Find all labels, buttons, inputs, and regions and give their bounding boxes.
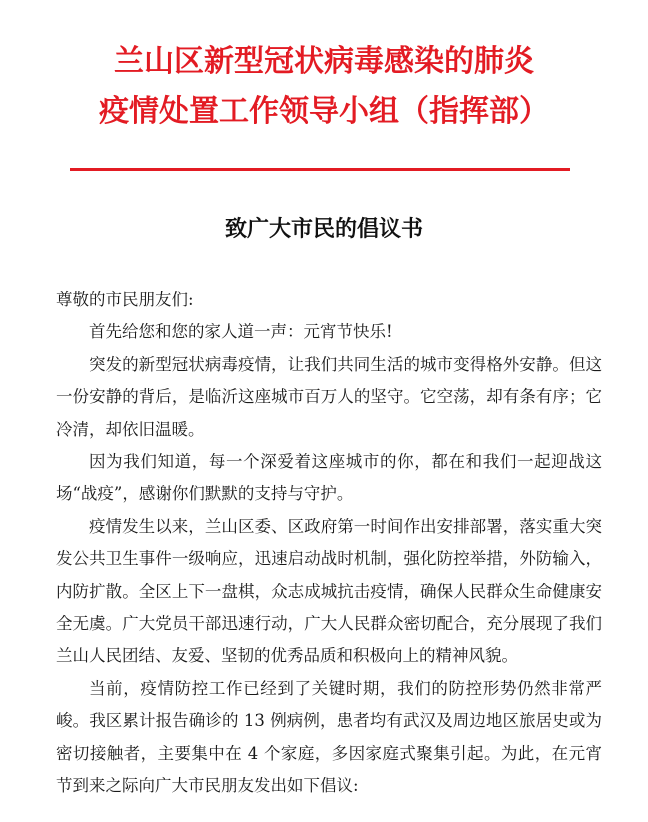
paragraph-city-quiet: 突发的新型冠状病毒疫情，让我们共同生活的城市变得格外安静。但这一份安静的背后，是临沂这座城市百万人的坚守。它空荡，却有条有序；它冷清，却依旧温暖。	[56, 354, 602, 439]
paragraph-response: 疫情发生以来，兰山区委、区政府第一时间作出安排部署，落实重大突发公共卫生事件一级响应，迅速启动战时机制，强化防控举措，外防输入，内防扩散。全区上下一盘棋，众志成城抗击疫情，确保人民群众生命健康安全无虞。广大党员干部迅速行动，广大人民群众密切配合，充分展现了我们兰山人民团结、友爱、坚韧的优秀品质和积极向上的精神风貌。	[56, 516, 602, 666]
org-title-line2: 疫情处置工作领导小组（指挥部）	[99, 94, 549, 129]
paragraph-greeting: 首先给您和您的家人道一声：元宵节快乐!	[89, 322, 393, 342]
salutation: 尊敬的市民朋友们:	[56, 290, 194, 309]
paragraph-thanks: 因为我们知道，每一个深爱着这座城市的你，都在和我们一起迎战这场“战疫”，感谢你们默默的支持与守护。	[56, 452, 602, 504]
org-title-line1: 兰山区新型冠状病毒感染的肺炎	[114, 44, 534, 79]
red-divider-rule	[70, 168, 570, 171]
paragraph-current-situation: 当前，疫情防控工作已经到了关键时期，我们的防控形势仍然非常严峻。我区累计报告确诊的 13 例病例，患者均有武汉及周边地区旅居史或为密切接触者，主要集中在 4 个家庭，多因家庭式聚集引起。为此，在元宵节到来之际向广大市民朋友发出如下倡议:	[56, 678, 602, 796]
document-body	[56, 284, 602, 803]
document-title: 致广大市民的倡议书	[224, 216, 423, 242]
